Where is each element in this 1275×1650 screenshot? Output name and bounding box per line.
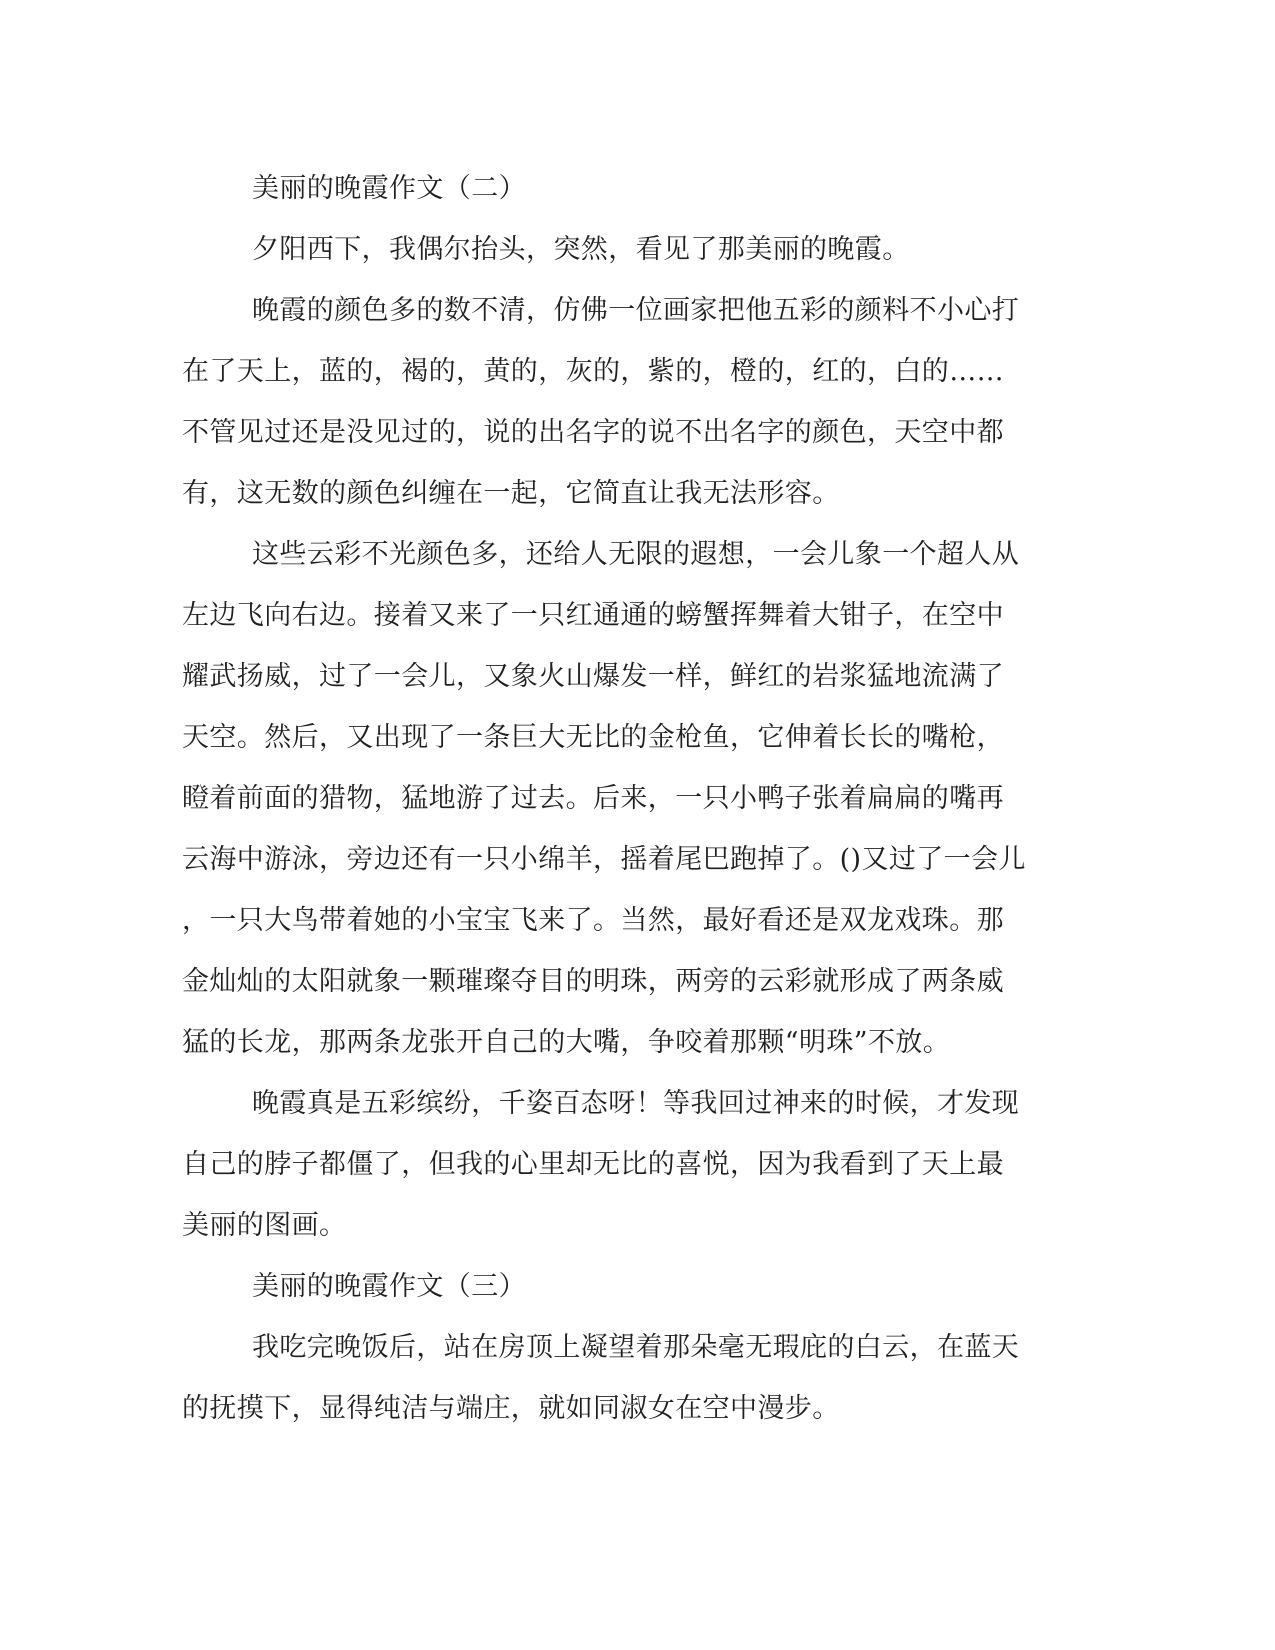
paragraph-line: 云海中游泳，旁边还有一只小绵羊，摇着尾巴跑掉了。()又过了一会儿: [182, 844, 1026, 875]
section-title: [182, 1256, 1032, 1317]
paragraph-line: 不管见过还是没见过的，说的出名字的说不出名字的颜色，天空中都: [182, 417, 1004, 448]
paragraph: [182, 219, 1032, 280]
paragraph-line: 左边飞向右边。接着又来了一只红通通的螃蟹挥舞着大钳子，在空中: [182, 600, 1004, 631]
paragraph-line: 夕阳西下，我偶尔抬头，突然，看见了那美丽的晚霞。: [252, 234, 910, 265]
paragraph-line: ，一只大鸟带着她的小宝宝飞来了。当然，最好看还是双龙戏珠。那: [182, 905, 1004, 936]
paragraph: [182, 1317, 1032, 1439]
section-title-text: 美丽的晚霞作文（二）: [252, 173, 526, 204]
paragraph: [182, 524, 1032, 1073]
section-title: [182, 158, 1032, 219]
paragraph-line: 晚霞的颜色多的数不清，仿佛一位画家把他五彩的颜料不小心打: [252, 295, 1020, 326]
paragraph-line: 耀武扬威，过了一会儿，又象火山爆发一样，鲜红的岩浆猛地流满了: [182, 661, 1004, 692]
paragraph-line: 金灿灿的太阳就象一颗璀璨夺目的明珠，两旁的云彩就形成了两条威: [182, 966, 1004, 997]
paragraph-line: 我吃完晚饭后，站在房顶上凝望着那朵毫无瑕庇的白云，在蓝天: [252, 1332, 1020, 1363]
paragraph-line: 自己的脖子都僵了，但我的心里却无比的喜悦，因为我看到了天上最: [182, 1149, 1004, 1180]
paragraph-line: 猛的长龙，那两条龙张开自己的大嘴，争咬着那颗“明珠”不放。: [182, 1027, 951, 1058]
paragraph-line: 美丽的图画。: [182, 1210, 347, 1241]
paragraph: [182, 1073, 1032, 1256]
paragraph-line: 天空。然后，又出现了一条巨大无比的金枪鱼，它伸着长长的嘴枪，: [182, 722, 1004, 753]
paragraph-line: 有，这无数的颜色纠缠在一起，它简直让我无法形容。: [182, 478, 840, 509]
paragraph-line: 晚霞真是五彩缤纷，千姿百态呀！等我回过神来的时候，才发现: [252, 1088, 1020, 1119]
document-body: [182, 158, 1032, 1439]
paragraph-line: 瞪着前面的猎物，猛地游了过去。后来，一只小鸭子张着扁扁的嘴再: [182, 783, 1004, 814]
paragraph: [182, 280, 1032, 524]
paragraph-line: 这些云彩不光颜色多，还给人无限的遐想，一会儿象一个超人从: [252, 539, 1020, 570]
paragraph-line: 在了天上，蓝的，褐的，黄的，灰的，紫的，橙的，红的，白的……: [182, 356, 1004, 387]
paragraph-line: 的抚摸下，显得纯洁与端庄，就如同淑女在空中漫步。: [182, 1393, 840, 1424]
section-title-text: 美丽的晚霞作文（三）: [252, 1271, 526, 1302]
